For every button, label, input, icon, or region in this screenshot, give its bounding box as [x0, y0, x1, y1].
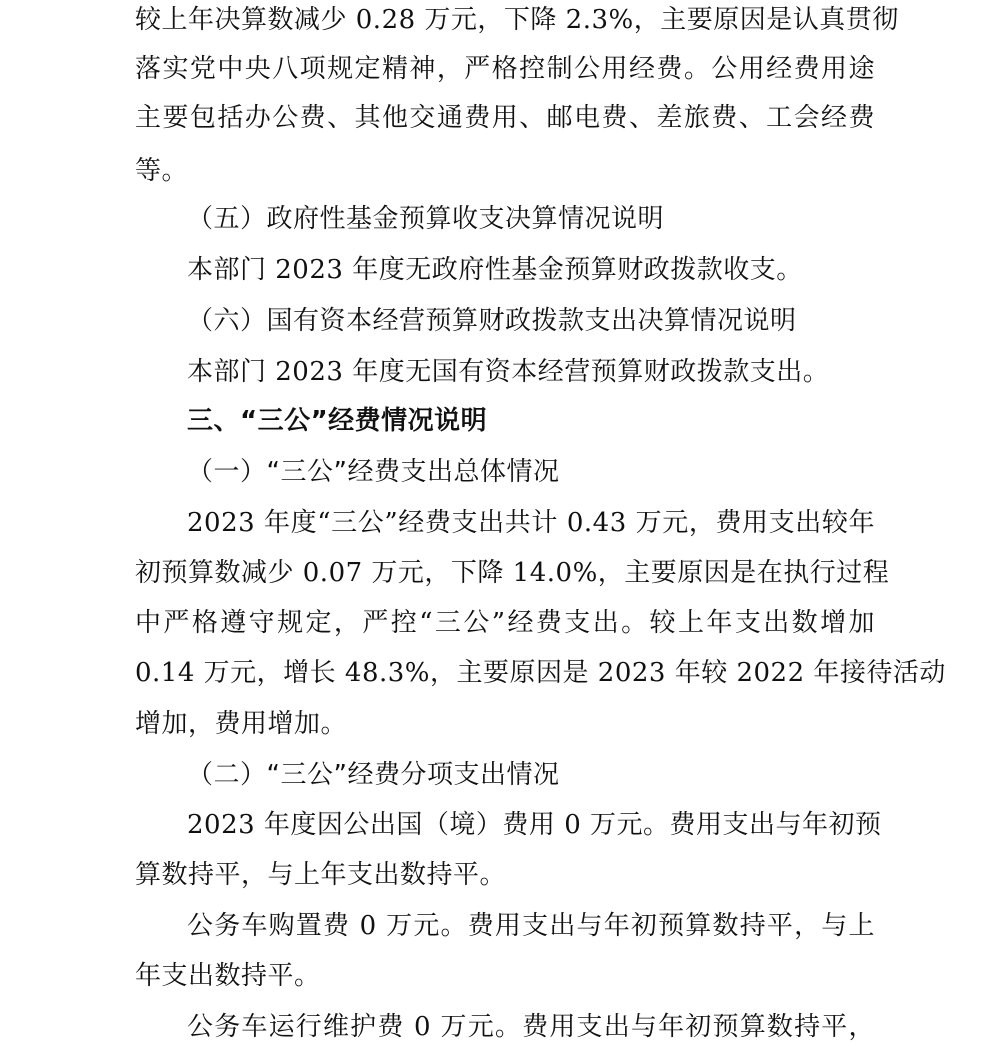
three-public-itemized-heading: （二）“三公”经费分项支出情况	[187, 760, 560, 790]
paragraph-line: 0.14 万元，增长 48.3%，主要原因是 2023 年较 2022 年接待活动	[135, 658, 946, 688]
three-public-overall-heading: （一）“三公”经费支出总体情况	[187, 457, 560, 487]
paragraph-line: 等。	[135, 156, 189, 186]
paragraph-line: 年支出数持平。	[135, 961, 321, 991]
part-3-heading: 三、“三公”经费情况说明	[187, 406, 488, 436]
section-6-text: 本部门 2023 年度无国有资本经营预算财政拨款支出。	[187, 357, 830, 387]
paragraph-line: 公务车运行维护费 0 万元。费用支出与年初预算数持平，	[187, 1012, 875, 1042]
paragraph-line: 增加，费用增加。	[135, 709, 348, 739]
paragraph-line: 初预算数减少 0.07 万元，下降 14.0%，主要原因是在执行过程	[135, 558, 890, 588]
paragraph-line: 主要包括办公费、其他交通费用、邮电费、差旅费、工会经费	[135, 103, 875, 133]
section-6-heading: （六）国有资本经营预算财政拨款支出决算情况说明	[187, 306, 797, 336]
section-5-heading: （五）政府性基金预算收支决算情况说明	[187, 204, 665, 234]
paragraph-line: 算数持平，与上年支出数持平。	[135, 860, 507, 890]
paragraph-line: 较上年决算数减少 0.28 万元，下降 2.3%，主要原因是认真贯彻	[135, 5, 899, 35]
paragraph-line: 2023 年度因公出国（境）费用 0 万元。费用支出与年初预	[187, 810, 882, 840]
paragraph-line: 中严格遵守规定，严控“三公”经费支出。较上年支出数增加	[135, 608, 875, 638]
paragraph-line: 2023 年度“三公”经费支出共计 0.43 万元，费用支出较年	[187, 508, 875, 538]
paragraph-line: 公务车购置费 0 万元。费用支出与年初预算数持平，与上	[187, 911, 875, 941]
section-5-text: 本部门 2023 年度无政府性基金预算财政拨款收支。	[187, 255, 803, 285]
document-page	[135, 0, 946, 1043]
paragraph-line: 落实党中央八项规定精神，严格控制公用经费。公用经费用途	[135, 54, 875, 84]
